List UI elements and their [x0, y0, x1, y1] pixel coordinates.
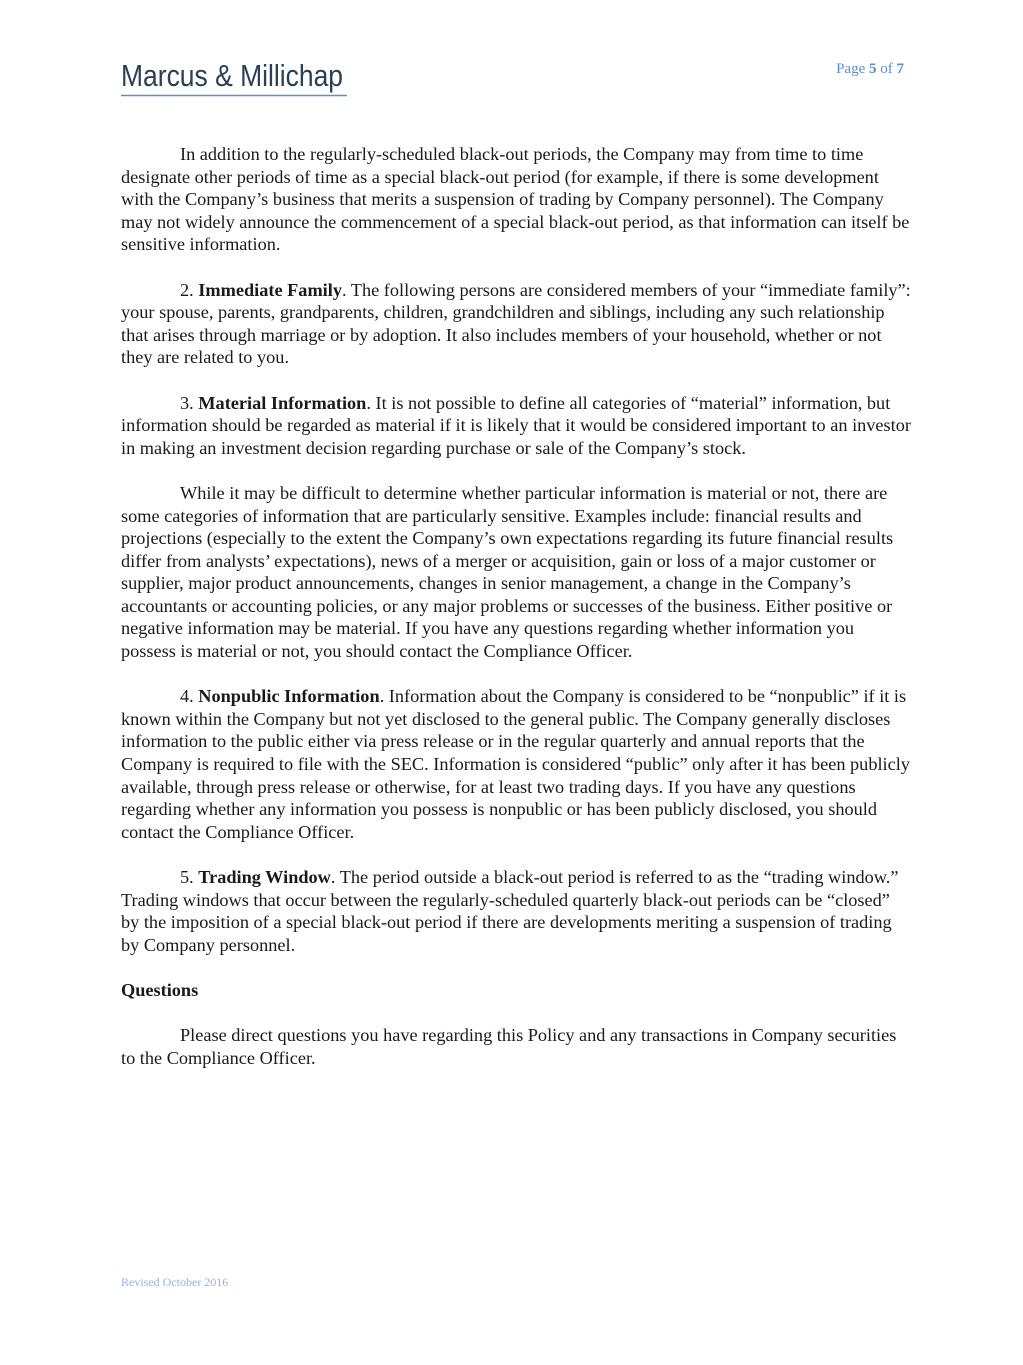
document-body — [121, 143, 911, 1092]
page-number — [836, 61, 904, 78]
page-prefix: Page — [836, 61, 866, 77]
section-term: Material Information — [198, 392, 367, 413]
section-number: 3. — [180, 392, 194, 413]
paragraph-special-blackout: In addition to the regularly-scheduled black-out periods, the Company may from time to time designate other periods of time as a special black-out period (for example, if there is some development with the Company’s business that merits a suspension of trading by Company personnel). The Company may not widely announce the commencement of a special black-out period, as that information can itself be sensitive information. — [121, 144, 910, 255]
questions-heading: Questions — [121, 979, 199, 1000]
section-number: 2. — [180, 279, 194, 300]
section-trading-window — [121, 866, 911, 956]
section-text: . It is not possible to define all categories of “material” information, but information should be regarded as material if it is likely that it would be considered important to an investor in making an investment decision regarding purchase or sale of the Company’s stock. — [121, 392, 911, 458]
section-number: 4. — [180, 686, 194, 707]
section-term: Immediate Family — [198, 279, 342, 300]
paragraph-material-examples: While it may be difficult to determine whether particular information is material or not, there are some categories of information that are particularly sensitive. Examples include: financial results and projections (especially to the extent the Company’s own expectations regarding its future financial results differ from analysts’ expectations), news of a merger or acquisition, gain or loss of a major customer or supplier, major product announcements, changes in senior management, a change in the Company’s accountants or accounting policies, or any major problems or successes of the business. Either positive or negative information may be material. If you have any questions regarding whether information you possess is material or not, you should contact the Compliance Officer. — [121, 482, 894, 662]
page-of: of — [880, 61, 893, 77]
company-logo — [121, 56, 347, 100]
section-term: Trading Window — [198, 867, 331, 887]
section-text: . The following persons are considered members of your “immediate family”: your spouse, parents, grandparents, children, grandchildren and siblings, including any such relationship that arises through marriage or by adoption. It also includes members of your household, whether or not they are related to you. — [121, 279, 911, 368]
paragraph-questions: Please direct questions you have regarding this Policy and any transactions in Company securities to the Compliance Officer. — [121, 1025, 897, 1068]
svg-text:Marcus & Millichap: Marcus & Millichap — [121, 58, 343, 93]
page-current: 5 — [869, 61, 877, 77]
section-number: 5. — [180, 867, 194, 887]
section-immediate-family — [121, 279, 911, 369]
section-material-information — [121, 392, 911, 460]
page-total: 7 — [896, 61, 904, 77]
section-text: . Information about the Company is considered to be “nonpublic” if it is known within the Company but not yet disclosed to the general public. The Company generally discloses information to the public either via press release or in the regular quarterly and annual reports that the Company is required to file with the SEC. Information is considered “public” only after it has been publicly available, through press release or otherwise, for at least two trading days. If you have any questions regarding whether any information you possess is nonpublic or has been publicly disclosed, you should contact the Compliance Officer. — [121, 686, 910, 842]
section-text: . The period outside a black-out period is referred to as the “trading window.” Trading windows that occur between the regularly-scheduled quarterly black-out periods can be “closed” by the imposition of a special black-out period if there are developments meriting a suspension of trading by Company personnel. — [121, 867, 899, 955]
footer-revised-date: Revised October 2016 — [121, 1275, 229, 1289]
section-nonpublic-information — [121, 685, 911, 843]
section-term: Nonpublic Information — [198, 686, 380, 707]
